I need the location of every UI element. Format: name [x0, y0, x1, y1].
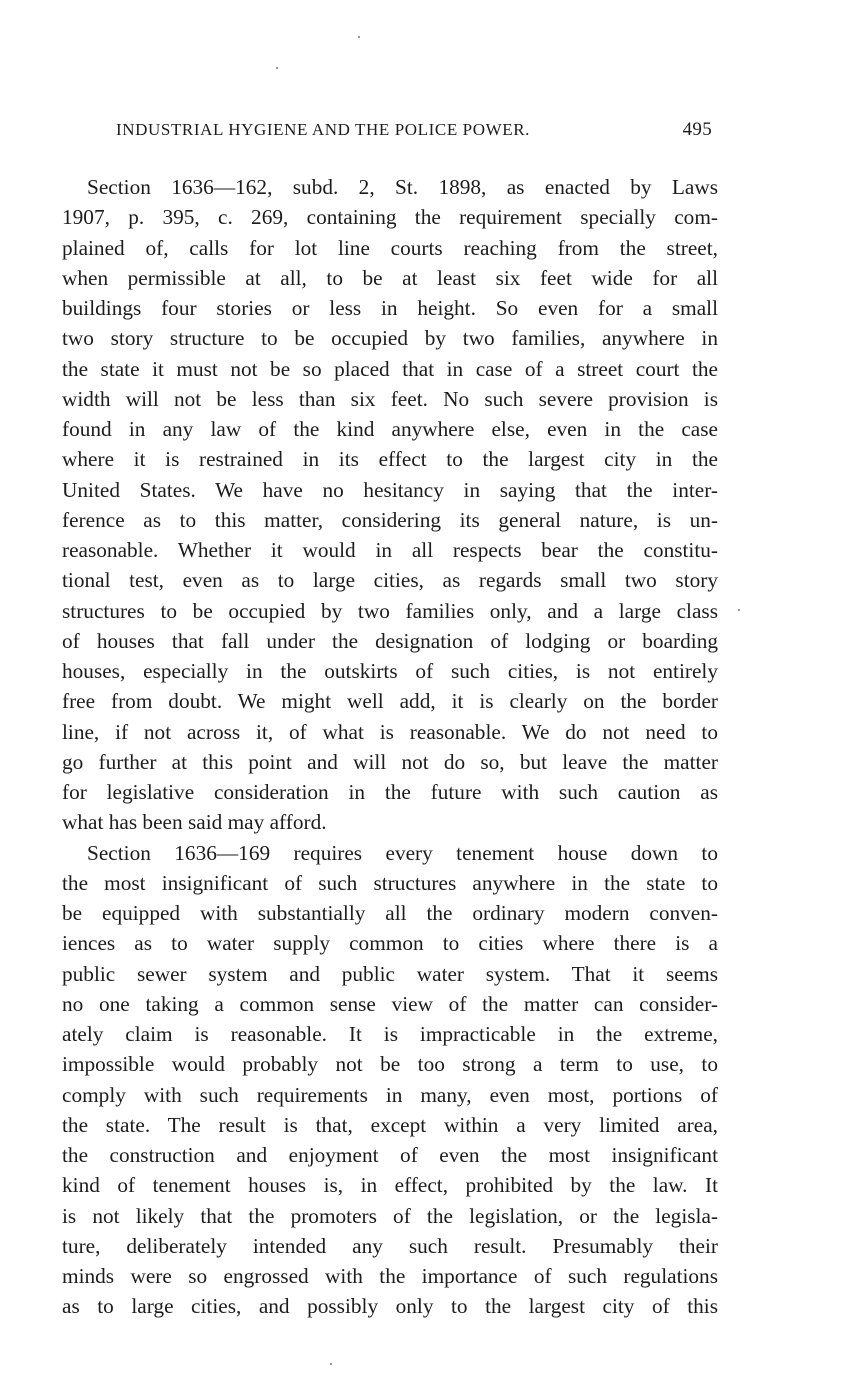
text-line: free from doubt. We might well add, it is clearly on the border — [62, 689, 718, 714]
text-line: where it is restrained in its effect to the largest city in the — [62, 447, 718, 472]
page-number: 495 — [682, 119, 712, 140]
text-line: public sewer system and public water system. That it seems — [62, 961, 718, 986]
text-line: line, if not across it, of what is reasonable. We do not need to — [62, 719, 718, 744]
text-line: is not likely that the promoters of the legislation, or the legisla- — [62, 1203, 718, 1228]
scan-speck — [738, 609, 740, 611]
text-line: the state it must not be so placed that in case of a street court the — [62, 356, 718, 381]
text-line: tional test, even as to large cities, as regards small two story — [62, 568, 718, 593]
text-line: reasonable. Whether it would in all respects bear the constitu- — [62, 538, 718, 562]
text-line: no one taking a common sense view of the matter can consider- — [62, 991, 718, 1016]
text-line: when permissible at all, to be at least six feet wide for all — [62, 265, 718, 290]
text-line: houses, especially in the outskirts of such cities, is not entirely — [62, 659, 718, 683]
text-line: kind of tenement houses is, in effect, prohibited by the law. It — [62, 1173, 718, 1198]
running-head — [116, 120, 712, 144]
text-line: width will not be less than six feet. No such severe provision is — [62, 386, 718, 411]
text-line: two story structure to be occupied by two families, anywhere in — [62, 326, 718, 351]
scan-speck — [276, 67, 278, 69]
text-line: Section 1636—162, subd. 2, St. 1898, as enacted by Laws — [87, 175, 718, 199]
body-text — [62, 172, 718, 1322]
text-line: ference as to this matter, considering its general nature, is un- — [62, 507, 718, 532]
scan-speck — [330, 1363, 332, 1365]
text-line: plained of, calls for lot line courts reaching from the street, — [62, 235, 718, 260]
text-line: the state. The result is that, except within a very limited area, — [62, 1112, 718, 1137]
text-line: minds were so engrossed with the importance of such regulations — [62, 1264, 718, 1288]
text-line: buildings four stories or less in height. So even for a small — [62, 296, 718, 320]
text-line: comply with such requirements in many, even most, portions of — [62, 1082, 718, 1107]
text-line: impossible would probably not be too strong a term to use, to — [62, 1052, 718, 1077]
text-line: go further at this point and will not do so, but leave the matter — [62, 749, 718, 774]
text-line: Section 1636—169 requires every tenement house down to — [87, 840, 718, 865]
running-title: INDUSTRIAL HYGIENE AND THE POLICE POWER. — [116, 120, 531, 139]
text-line: as to large cities, and possibly only to the largest city of this — [62, 1294, 718, 1319]
text-line: structures to be occupied by two families only, and a large class — [62, 598, 718, 623]
text-line: for legislative consideration in the future with such caution as — [62, 780, 718, 804]
text-line: iences as to water supply common to cities where there is a — [62, 931, 718, 956]
text-line: of houses that fall under the designation of lodging or boarding — [62, 628, 718, 653]
text-line: ture, deliberately intended any such result. Presumably their — [62, 1233, 718, 1258]
text-line: be equipped with substantially all the ordinary modern conven- — [62, 901, 718, 925]
text-line: ately claim is reasonable. It is impracticable in the extreme, — [62, 1022, 718, 1046]
paragraph-1 — [62, 172, 718, 838]
text-line: United States. We have no hesitancy in saying that the inter- — [62, 477, 718, 502]
text-line: what has been said may afford. — [62, 810, 327, 835]
scan-speck — [358, 36, 360, 38]
text-line: the construction and enjoyment of even the most insignificant — [62, 1143, 718, 1167]
text-line: 1907, p. 395, c. 269, containing the requirement specially com- — [62, 205, 718, 230]
paragraph-2 — [62, 838, 718, 1322]
text-line: found in any law of the kind anywhere else, even in the case — [62, 417, 718, 441]
text-line: the most insignificant of such structures anywhere in the state to — [62, 870, 718, 895]
